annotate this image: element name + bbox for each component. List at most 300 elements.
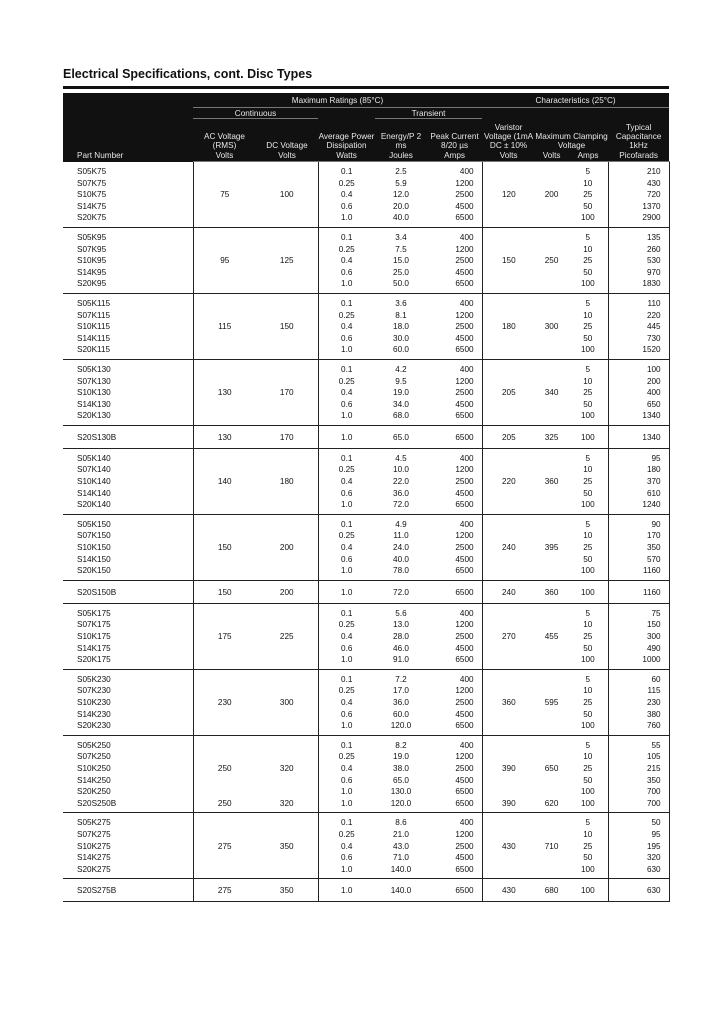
capacitance: 630 — [608, 864, 669, 879]
avg-power: 0.4 — [341, 543, 353, 553]
ac-voltage: 75 — [220, 190, 230, 200]
ac-voltage — [193, 227, 256, 243]
part-number: S05K140 — [63, 448, 193, 464]
part-number: S10K230 — [63, 697, 193, 709]
dc-voltage — [256, 603, 318, 619]
peak-current: 2500 — [427, 189, 482, 201]
energy: 71.0 — [393, 853, 409, 863]
dc-voltage — [256, 359, 318, 375]
peak-current: 1200 — [427, 310, 482, 322]
ac-voltage — [193, 864, 256, 879]
part-number: S14K95 — [63, 267, 193, 279]
peak-current: 6500 — [427, 786, 482, 798]
ac-voltage — [193, 359, 256, 375]
table-row — [63, 603, 669, 619]
clamping-voltage — [535, 344, 568, 359]
ac-voltage — [193, 399, 256, 411]
peak-current: 400 — [427, 359, 482, 375]
table-row — [63, 227, 669, 243]
varistor-voltage — [482, 244, 535, 256]
part-number: S07K150 — [63, 530, 193, 542]
ac-voltage — [193, 565, 256, 580]
energy: 17.0 — [393, 686, 409, 696]
dc-voltage — [256, 212, 318, 227]
capacitance: 210 — [608, 162, 669, 178]
clamp-amps: 50 — [568, 267, 608, 279]
peak-current: 1200 — [427, 244, 482, 256]
header-ac-voltage: AC Voltage (RMS) — [193, 119, 256, 151]
avg-power: 1.0 — [318, 864, 375, 879]
varistor-voltage — [482, 448, 535, 464]
clamping-voltage — [535, 619, 568, 631]
peak-current: 6500 — [427, 278, 482, 293]
peak-current: 4500 — [427, 267, 482, 279]
table-row — [63, 829, 669, 841]
peak-current: 400 — [427, 603, 482, 619]
energy: 4.2 — [395, 364, 407, 374]
part-number: S07K140 — [63, 464, 193, 476]
ac-voltage: 130 — [193, 425, 256, 448]
header-characteristics: Characteristics (25°C) — [482, 93, 669, 108]
peak-current: 6500 — [427, 344, 482, 359]
part-number: S10K150 — [63, 542, 193, 554]
part-number: S07K250 — [63, 751, 193, 763]
varistor-voltage: 390 — [482, 798, 535, 813]
title-rule — [63, 86, 669, 89]
varistor-voltage — [482, 178, 535, 190]
dc-voltage — [256, 720, 318, 735]
clamping-voltage — [535, 244, 568, 256]
table-row — [63, 333, 669, 345]
capacitance: 970 — [608, 267, 669, 279]
clamp-amps: 50 — [568, 852, 608, 864]
dc-voltage: 170 — [256, 387, 318, 399]
clamping-voltage — [535, 775, 568, 787]
part-number: S20K140 — [63, 499, 193, 514]
table-row — [63, 376, 669, 388]
varistor-voltage — [482, 565, 535, 580]
energy: 24.0 — [393, 543, 409, 553]
varistor-voltage — [482, 488, 535, 500]
peak-current: 1200 — [427, 178, 482, 190]
table-row — [63, 310, 669, 322]
ac-voltage — [193, 603, 256, 619]
avg-power: 0.6 — [341, 399, 353, 409]
table-row — [63, 293, 669, 309]
peak-current: 400 — [427, 735, 482, 751]
capacitance: 350 — [608, 542, 669, 554]
table-row — [63, 685, 669, 697]
varistor-voltage: 430 — [482, 879, 535, 902]
energy: 140.0 — [375, 864, 427, 879]
capacitance: 200 — [608, 376, 669, 388]
peak-current: 400 — [427, 162, 482, 178]
capacitance: 530 — [608, 255, 669, 267]
ac-voltage — [193, 530, 256, 542]
varistor-voltage: 430 — [501, 841, 516, 851]
varistor-voltage — [482, 201, 535, 213]
clamping-voltage — [535, 554, 568, 566]
capacitance: 1160 — [608, 565, 669, 580]
table-row — [63, 212, 669, 227]
clamp-amps: 50 — [568, 333, 608, 345]
dc-voltage: 350 — [256, 841, 318, 853]
clamping-voltage: 300 — [544, 322, 559, 332]
clamp-amps: 50 — [568, 488, 608, 500]
clamp-amps: 25 — [568, 387, 608, 399]
energy: 9.5 — [395, 376, 407, 386]
clamp-amps: 5 — [568, 359, 608, 375]
energy: 22.0 — [393, 477, 409, 487]
peak-current: 4500 — [427, 643, 482, 655]
table-row — [63, 399, 669, 411]
header-energy: Energy/P 2 ms — [375, 119, 427, 151]
clamp-amps: 25 — [568, 542, 608, 554]
ac-voltage: 150 — [217, 543, 232, 553]
dc-voltage: 320 — [256, 798, 318, 813]
avg-power: 0.25 — [338, 244, 355, 254]
capacitance: 180 — [608, 464, 669, 476]
table-row — [63, 798, 669, 813]
clamp-amps: 25 — [568, 631, 608, 643]
peak-current: 1200 — [427, 685, 482, 697]
clamp-amps: 10 — [568, 464, 608, 476]
ac-voltage — [193, 720, 256, 735]
clamp-amps: 100 — [568, 565, 608, 580]
table-row — [63, 841, 669, 853]
dc-voltage — [256, 344, 318, 359]
clamp-amps: 100 — [568, 425, 608, 448]
peak-current: 6500 — [427, 565, 482, 580]
peak-current: 4500 — [427, 201, 482, 213]
table-header — [63, 93, 669, 162]
part-number: S20K230 — [63, 720, 193, 735]
dc-voltage: 125 — [256, 255, 318, 267]
avg-power: 1.0 — [341, 787, 353, 797]
clamping-voltage — [535, 310, 568, 322]
clamping-voltage — [535, 709, 568, 721]
peak-current: 2500 — [427, 387, 482, 399]
part-number: S05K95 — [63, 227, 193, 243]
capacitance: 1240 — [608, 499, 669, 514]
header-varistor-voltage: Varistor Voltage (1mA DC ± 10% — [482, 119, 535, 151]
clamping-voltage — [535, 565, 568, 580]
capacitance: 1520 — [608, 344, 669, 359]
avg-power: 1.0 — [318, 499, 375, 514]
part-number: S20S275B — [63, 879, 193, 902]
part-number: S05K75 — [63, 162, 193, 178]
clamp-amps: 10 — [568, 530, 608, 542]
avg-power: 0.25 — [338, 178, 355, 188]
avg-power: 1.0 — [318, 344, 375, 359]
dc-voltage: 225 — [256, 631, 318, 643]
energy: 72.0 — [375, 499, 427, 514]
part-number: S07K175 — [63, 619, 193, 631]
header-dc-voltage: DC Voltage — [256, 119, 318, 151]
varistor-voltage — [482, 669, 535, 685]
table-row — [63, 763, 669, 775]
capacitance: 400 — [608, 387, 669, 399]
varistor-voltage — [482, 376, 535, 388]
dc-voltage — [256, 376, 318, 388]
table-row — [63, 201, 669, 213]
ac-voltage — [193, 162, 256, 178]
clamping-voltage — [535, 720, 568, 735]
table-row — [63, 244, 669, 256]
table-row — [63, 775, 669, 787]
part-number: S14K250 — [63, 775, 193, 787]
dc-voltage — [256, 399, 318, 411]
varistor-voltage — [482, 735, 535, 751]
table-row — [63, 786, 669, 798]
clamping-voltage: 595 — [544, 697, 559, 707]
table-row — [63, 580, 669, 603]
clamping-voltage — [535, 333, 568, 345]
table-row — [63, 565, 669, 580]
varistor-voltage — [482, 514, 535, 530]
ac-voltage: 95 — [220, 256, 230, 266]
peak-current: 1200 — [427, 829, 482, 841]
dc-voltage — [256, 448, 318, 464]
unit-label: Volts — [256, 150, 318, 162]
avg-power: 0.1 — [341, 818, 353, 828]
ac-voltage: 115 — [218, 322, 232, 332]
avg-power: 1.0 — [318, 798, 375, 813]
unit-label: Volts — [482, 150, 535, 162]
table-row — [63, 255, 669, 267]
table-row — [63, 530, 669, 542]
varistor-voltage: 120 — [501, 190, 516, 200]
clamping-voltage: 360 — [535, 580, 568, 603]
part-number: S14K275 — [63, 852, 193, 864]
ac-voltage — [193, 293, 256, 309]
peak-current: 6500 — [427, 499, 482, 514]
table-body — [63, 162, 669, 902]
header-transient: Transient — [375, 108, 482, 119]
clamp-amps: 25 — [568, 189, 608, 201]
part-number: S10K75 — [63, 189, 193, 201]
clamp-amps: 100 — [568, 580, 608, 603]
part-number: S14K175 — [63, 643, 193, 655]
clamp-amps: 100 — [568, 654, 608, 669]
ac-voltage — [193, 735, 256, 751]
ac-voltage: 140 — [217, 477, 232, 487]
varistor-voltage: 240 — [482, 580, 535, 603]
table-row — [63, 879, 669, 902]
page-title: Electrical Specifications, cont. Disc Types — [63, 67, 313, 81]
table-row — [63, 267, 669, 279]
avg-power: 1.0 — [318, 654, 375, 669]
dc-voltage — [256, 488, 318, 500]
capacitance: 610 — [608, 488, 669, 500]
capacitance: 135 — [608, 227, 669, 243]
peak-current: 6500 — [427, 410, 482, 425]
clamping-voltage — [535, 530, 568, 542]
dc-voltage: 200 — [256, 542, 318, 554]
energy: 38.0 — [393, 763, 409, 773]
capacitance: 370 — [608, 476, 669, 488]
ac-voltage — [193, 448, 256, 464]
ac-voltage: 150 — [193, 580, 256, 603]
ac-voltage — [193, 654, 256, 669]
capacitance: 1340 — [608, 410, 669, 425]
part-number: S10K115 — [63, 321, 193, 333]
ac-voltage — [193, 333, 256, 345]
ac-voltage — [193, 267, 256, 279]
clamping-voltage — [535, 293, 568, 309]
energy: 4.5 — [395, 453, 407, 463]
dc-voltage — [256, 829, 318, 841]
ac-voltage — [193, 178, 256, 190]
clamp-amps: 50 — [568, 643, 608, 655]
clamping-voltage: 680 — [535, 879, 568, 902]
energy: 36.0 — [393, 488, 409, 498]
part-number: S14K230 — [63, 709, 193, 721]
clamping-voltage — [535, 654, 568, 669]
part-number: S10K175 — [63, 631, 193, 643]
capacitance: 195 — [608, 841, 669, 853]
capacitance: 75 — [608, 603, 669, 619]
clamping-voltage — [535, 278, 568, 293]
varistor-voltage: 360 — [501, 697, 516, 707]
dc-voltage — [256, 293, 318, 309]
clamping-voltage: 360 — [544, 477, 559, 487]
avg-power: 0.4 — [341, 190, 353, 200]
clamp-amps: 100 — [568, 410, 608, 425]
clamping-voltage — [535, 464, 568, 476]
dc-voltage — [256, 643, 318, 655]
avg-power: 0.6 — [341, 488, 353, 498]
part-number: S14K140 — [63, 488, 193, 500]
header-max-ratings: Maximum Ratings (85°C) — [193, 93, 482, 108]
clamping-voltage — [535, 410, 568, 425]
dc-voltage — [256, 178, 318, 190]
capacitance: 215 — [608, 763, 669, 775]
clamp-amps: 100 — [568, 798, 608, 813]
capacitance: 220 — [608, 310, 669, 322]
energy: 43.0 — [393, 841, 409, 851]
table-row — [63, 697, 669, 709]
unit-label: Watts — [318, 150, 375, 162]
avg-power: 0.6 — [341, 333, 353, 343]
clamp-amps: 100 — [568, 786, 608, 798]
capacitance: 650 — [608, 399, 669, 411]
ac-voltage — [193, 554, 256, 566]
table-row — [63, 735, 669, 751]
clamp-amps: 5 — [568, 669, 608, 685]
varistor-voltage — [482, 359, 535, 375]
varistor-voltage — [482, 786, 535, 798]
part-number: S05K275 — [63, 813, 193, 829]
table-row — [63, 631, 669, 643]
avg-power: 0.25 — [338, 752, 355, 762]
dc-voltage — [256, 554, 318, 566]
ac-voltage — [193, 775, 256, 787]
capacitance: 430 — [608, 178, 669, 190]
table-row — [63, 720, 669, 735]
capacitance: 700 — [608, 798, 669, 813]
peak-current: 400 — [427, 514, 482, 530]
table-row — [63, 410, 669, 425]
capacitance: 2900 — [608, 212, 669, 227]
capacitance: 720 — [608, 189, 669, 201]
clamp-amps: 25 — [568, 763, 608, 775]
clamp-amps: 100 — [568, 879, 608, 902]
capacitance: 260 — [608, 244, 669, 256]
varistor-voltage — [482, 813, 535, 829]
unit-label: Amps — [568, 150, 608, 162]
peak-current: 6500 — [427, 580, 482, 603]
clamping-voltage: 650 — [544, 763, 559, 773]
table-row — [63, 643, 669, 655]
clamping-voltage — [535, 514, 568, 530]
clamp-amps: 50 — [568, 201, 608, 213]
dc-voltage: 150 — [256, 321, 318, 333]
avg-power: 0.1 — [341, 298, 353, 308]
varistor-voltage — [482, 399, 535, 411]
part-number: S14K115 — [63, 333, 193, 345]
clamp-amps: 10 — [568, 829, 608, 841]
peak-current: 1200 — [427, 619, 482, 631]
dc-voltage — [256, 735, 318, 751]
dc-voltage — [256, 813, 318, 829]
avg-power: 0.1 — [341, 453, 353, 463]
table-row — [63, 751, 669, 763]
clamp-amps: 100 — [568, 278, 608, 293]
peak-current: 400 — [427, 813, 482, 829]
energy: 18.0 — [393, 322, 409, 332]
avg-power: 1.0 — [318, 580, 375, 603]
varistor-voltage — [482, 267, 535, 279]
capacitance: 170 — [608, 530, 669, 542]
energy: 120.0 — [375, 798, 427, 813]
clamping-voltage — [535, 201, 568, 213]
capacitance: 1370 — [608, 201, 669, 213]
energy: 21.0 — [393, 829, 409, 839]
ac-voltage: 275 — [193, 879, 256, 902]
part-number: S20K130 — [63, 410, 193, 425]
part-number: S20S130B — [63, 425, 193, 448]
clamp-amps: 100 — [568, 499, 608, 514]
avg-power: 0.25 — [338, 376, 355, 386]
peak-current: 2500 — [427, 476, 482, 488]
capacitance: 445 — [608, 321, 669, 333]
varistor-voltage — [482, 554, 535, 566]
peak-current: 4500 — [427, 488, 482, 500]
ac-voltage — [193, 514, 256, 530]
ac-voltage — [193, 751, 256, 763]
capacitance: 320 — [608, 852, 669, 864]
ac-voltage — [193, 278, 256, 293]
energy: 5.9 — [395, 178, 407, 188]
table-row — [63, 178, 669, 190]
energy: 78.0 — [375, 565, 427, 580]
dc-voltage: 170 — [256, 425, 318, 448]
clamping-voltage: 620 — [535, 798, 568, 813]
capacitance: 50 — [608, 813, 669, 829]
varistor-voltage — [482, 212, 535, 227]
dc-voltage: 180 — [256, 476, 318, 488]
energy: 72.0 — [375, 580, 427, 603]
dc-voltage — [256, 864, 318, 879]
header-peak-current: Peak Current 8/20 µs — [427, 119, 482, 151]
clamping-voltage: 455 — [544, 632, 559, 641]
clamp-amps: 5 — [568, 514, 608, 530]
part-number: S14K75 — [63, 201, 193, 213]
ac-voltage — [193, 488, 256, 500]
clamp-amps: 10 — [568, 310, 608, 322]
peak-current: 4500 — [427, 709, 482, 721]
